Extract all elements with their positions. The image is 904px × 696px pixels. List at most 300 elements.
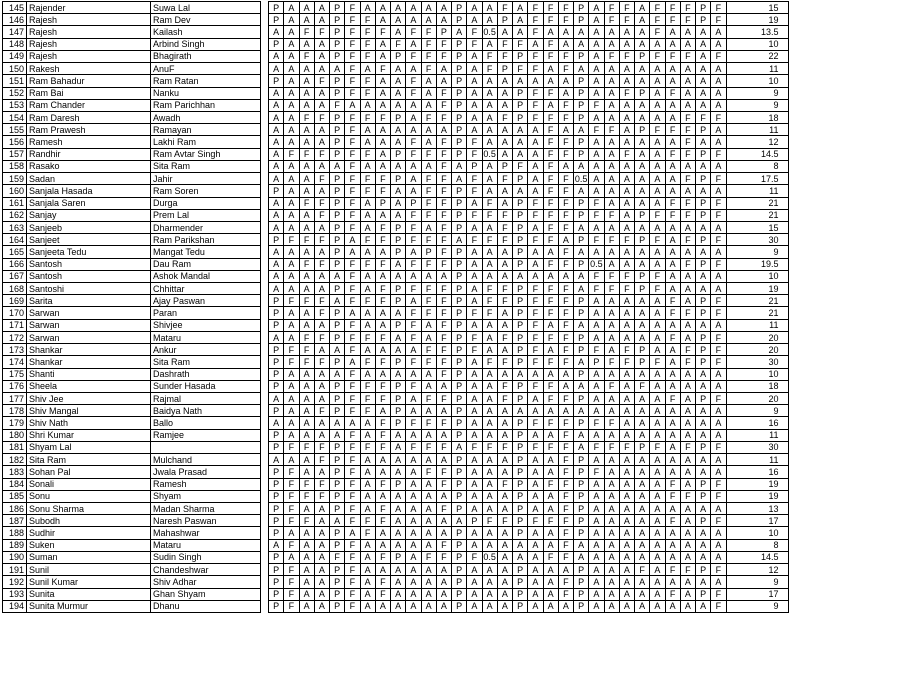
mark-cell: A	[650, 417, 665, 429]
mark-cell: A	[604, 490, 619, 502]
mark-cell: F	[284, 515, 299, 527]
mark-cell: A	[406, 393, 421, 405]
mark-cell: A	[513, 75, 528, 87]
mark-cell: A	[635, 393, 650, 405]
mark-cell: A	[558, 368, 573, 380]
mark-cell: F	[421, 551, 436, 563]
mark-cell: A	[711, 466, 726, 478]
mark-cell: F	[711, 14, 726, 26]
mark-cell: F	[436, 331, 451, 343]
mark-cell: P	[452, 588, 467, 600]
mark-cell: P	[452, 307, 467, 319]
mark-cell: A	[711, 551, 726, 563]
mark-cell: F	[421, 197, 436, 209]
mark-cell: P	[452, 478, 467, 490]
mark-cell: F	[589, 441, 604, 453]
mark-cell: F	[680, 344, 695, 356]
mark-cell: A	[284, 136, 299, 148]
table-row	[3, 527, 789, 539]
mark-cell: A	[696, 551, 711, 563]
mark-cell: F	[665, 2, 680, 14]
mark-cell: F	[665, 197, 680, 209]
mark-cell: A	[696, 539, 711, 551]
father-name-cell: Dau Ram	[151, 258, 261, 270]
mark-cell: A	[604, 588, 619, 600]
spacer-cell	[261, 564, 269, 576]
spacer-cell	[261, 576, 269, 588]
mark-cell: F	[543, 124, 558, 136]
mark-cell: A	[696, 50, 711, 62]
mark-cell: F	[406, 87, 421, 99]
table-row	[3, 393, 789, 405]
mark-cell: P	[330, 576, 345, 588]
mark-cell: F	[314, 356, 329, 368]
father-name-cell: Ram Avtar Singh	[151, 148, 261, 160]
mark-cell: A	[482, 417, 497, 429]
mark-cell: A	[589, 246, 604, 258]
mark-cell: A	[589, 454, 604, 466]
spacer-cell	[261, 307, 269, 319]
mark-cell: P	[513, 344, 528, 356]
row-number-cell: 173	[3, 344, 27, 356]
mark-cell: F	[345, 124, 360, 136]
mark-cell: A	[574, 405, 589, 417]
mark-cell: P	[269, 356, 284, 368]
mark-cell: A	[665, 99, 680, 111]
mark-cell: A	[589, 600, 604, 612]
mark-cell: F	[345, 502, 360, 514]
table-row	[3, 600, 789, 612]
mark-cell: A	[375, 50, 390, 62]
mark-cell: A	[375, 405, 390, 417]
mark-cell: F	[497, 38, 512, 50]
mark-cell: A	[452, 234, 467, 246]
spacer-cell	[261, 527, 269, 539]
mark-cell: A	[269, 393, 284, 405]
mark-cell: A	[269, 539, 284, 551]
mark-cell: A	[589, 539, 604, 551]
mark-cell: F	[345, 344, 360, 356]
father-name-cell: Rajmal	[151, 393, 261, 405]
mark-cell: A	[650, 295, 665, 307]
table-row	[3, 307, 789, 319]
mark-cell: A	[604, 331, 619, 343]
mark-cell: A	[619, 295, 634, 307]
row-number-cell: 192	[3, 576, 27, 588]
mark-cell: A	[391, 87, 406, 99]
mark-cell: A	[421, 368, 436, 380]
mark-cell: P	[330, 50, 345, 62]
total-cell: 11	[726, 429, 788, 441]
mark-cell: A	[650, 564, 665, 576]
mark-cell: A	[528, 490, 543, 502]
mark-cell: A	[482, 185, 497, 197]
mark-cell: A	[528, 576, 543, 588]
mark-cell: A	[619, 564, 634, 576]
total-cell: 22	[726, 50, 788, 62]
mark-cell: P	[574, 14, 589, 26]
mark-cell: F	[467, 173, 482, 185]
father-name-cell: Ramjee	[151, 429, 261, 441]
table-row	[3, 466, 789, 478]
mark-cell: F	[619, 234, 634, 246]
mark-cell: F	[497, 2, 512, 14]
mark-cell: F	[375, 417, 390, 429]
mark-cell: A	[635, 527, 650, 539]
mark-cell: F	[680, 234, 695, 246]
mark-cell: A	[589, 173, 604, 185]
mark-cell: F	[543, 441, 558, 453]
total-cell: 30	[726, 234, 788, 246]
mark-cell: F	[711, 258, 726, 270]
mark-cell: A	[680, 87, 695, 99]
mark-cell: P	[574, 75, 589, 87]
mark-cell: F	[558, 185, 573, 197]
mark-cell: A	[375, 539, 390, 551]
mark-cell: F	[360, 14, 375, 26]
row-number-cell: 189	[3, 539, 27, 551]
mark-cell: A	[284, 87, 299, 99]
mark-cell: F	[497, 209, 512, 221]
row-number-cell: 183	[3, 466, 27, 478]
mark-cell: F	[558, 429, 573, 441]
mark-cell: A	[574, 429, 589, 441]
father-name-cell: Suwa Lal	[151, 2, 261, 14]
mark-cell: F	[345, 38, 360, 50]
mark-cell: A	[589, 38, 604, 50]
total-cell: 10	[726, 75, 788, 87]
mark-cell: F	[299, 148, 314, 160]
mark-cell: F	[680, 441, 695, 453]
mark-cell: P	[574, 600, 589, 612]
mark-cell: F	[711, 600, 726, 612]
mark-cell: A	[467, 576, 482, 588]
mark-cell: P	[452, 50, 467, 62]
father-name-cell: Arbind Singh	[151, 38, 261, 50]
mark-cell: F	[421, 295, 436, 307]
mark-cell: A	[299, 99, 314, 111]
total-cell: 19	[726, 14, 788, 26]
mark-cell: P	[330, 124, 345, 136]
mark-cell: P	[513, 173, 528, 185]
mark-cell: A	[482, 75, 497, 87]
mark-cell: A	[421, 576, 436, 588]
mark-cell: A	[680, 417, 695, 429]
mark-cell: A	[589, 331, 604, 343]
mark-cell: A	[635, 539, 650, 551]
total-cell: 10	[726, 368, 788, 380]
mark-cell: A	[619, 600, 634, 612]
mark-cell: A	[391, 588, 406, 600]
spacer-cell	[261, 221, 269, 233]
father-name-cell: Dashrath	[151, 368, 261, 380]
mark-cell: F	[375, 478, 390, 490]
mark-cell: P	[452, 356, 467, 368]
mark-cell: F	[619, 2, 634, 14]
mark-cell: P	[269, 75, 284, 87]
mark-cell: F	[421, 148, 436, 160]
mark-cell: A	[299, 380, 314, 392]
mark-cell: A	[269, 209, 284, 221]
mark-cell: A	[635, 221, 650, 233]
spacer-cell	[261, 87, 269, 99]
father-name-cell: Durga	[151, 197, 261, 209]
mark-cell: A	[375, 209, 390, 221]
mark-cell: F	[650, 283, 665, 295]
mark-cell: A	[680, 466, 695, 478]
mark-cell: P	[330, 319, 345, 331]
mark-cell: F	[406, 26, 421, 38]
mark-cell: F	[360, 148, 375, 160]
mark-cell: A	[269, 283, 284, 295]
mark-cell: A	[574, 124, 589, 136]
mark-cell: A	[314, 429, 329, 441]
mark-cell: A	[284, 331, 299, 343]
mark-cell: F	[543, 111, 558, 123]
mark-cell: P	[330, 197, 345, 209]
mark-cell: A	[375, 87, 390, 99]
mark-cell: A	[528, 429, 543, 441]
mark-cell: A	[314, 185, 329, 197]
mark-cell: A	[650, 111, 665, 123]
mark-cell: A	[665, 185, 680, 197]
mark-cell: A	[284, 393, 299, 405]
mark-cell: F	[467, 551, 482, 563]
mark-cell: F	[650, 2, 665, 14]
mark-cell: P	[330, 478, 345, 490]
mark-cell: F	[680, 136, 695, 148]
row-number-cell: 180	[3, 429, 27, 441]
mark-cell: A	[360, 307, 375, 319]
mark-cell: A	[619, 38, 634, 50]
mark-cell: P	[330, 405, 345, 417]
mark-cell: P	[391, 478, 406, 490]
father-name-cell: Jwala Prasad	[151, 466, 261, 478]
mark-cell: A	[360, 466, 375, 478]
mark-cell: F	[711, 344, 726, 356]
row-number-cell: 176	[3, 380, 27, 392]
mark-cell: F	[543, 14, 558, 26]
mark-cell: F	[543, 258, 558, 270]
mark-cell: A	[421, 539, 436, 551]
mark-cell: P	[574, 527, 589, 539]
mark-cell: A	[711, 368, 726, 380]
mark-cell: A	[619, 429, 634, 441]
mark-cell: A	[375, 160, 390, 172]
mark-cell: P	[696, 478, 711, 490]
table-row	[3, 429, 789, 441]
mark-cell: A	[406, 295, 421, 307]
mark-cell: A	[375, 2, 390, 14]
mark-cell: A	[497, 429, 512, 441]
mark-cell: F	[589, 270, 604, 282]
mark-cell: A	[360, 429, 375, 441]
mark-cell: A	[421, 405, 436, 417]
mark-cell: A	[696, 405, 711, 417]
mark-cell: A	[436, 429, 451, 441]
mark-cell: A	[589, 319, 604, 331]
mark-cell: F	[375, 380, 390, 392]
mark-cell: F	[436, 539, 451, 551]
mark-cell: F	[345, 63, 360, 75]
total-cell: 10	[726, 270, 788, 282]
mark-cell: A	[299, 417, 314, 429]
mark-cell: F	[711, 478, 726, 490]
mark-cell: A	[436, 576, 451, 588]
mark-cell: A	[528, 527, 543, 539]
name-cell: Sonu Sharma	[27, 502, 151, 514]
mark-cell: A	[650, 185, 665, 197]
spacer-cell	[261, 270, 269, 282]
mark-cell: A	[665, 136, 680, 148]
mark-cell: A	[314, 393, 329, 405]
mark-cell: F	[360, 234, 375, 246]
mark-cell: A	[497, 454, 512, 466]
mark-cell: P	[330, 258, 345, 270]
father-name-cell: Paran	[151, 307, 261, 319]
mark-cell: F	[543, 283, 558, 295]
spacer-cell	[261, 515, 269, 527]
mark-cell: A	[360, 209, 375, 221]
mark-cell: F	[436, 173, 451, 185]
mark-cell: A	[665, 539, 680, 551]
mark-cell: A	[406, 173, 421, 185]
mark-cell: A	[452, 515, 467, 527]
mark-cell: P	[391, 173, 406, 185]
mark-cell: A	[558, 124, 573, 136]
row-number-cell: 168	[3, 283, 27, 295]
father-name-cell: Sita Ram	[151, 356, 261, 368]
mark-cell: A	[635, 26, 650, 38]
mark-cell: P	[375, 197, 390, 209]
mark-cell: P	[452, 564, 467, 576]
mark-cell: P	[513, 393, 528, 405]
mark-cell: F	[345, 197, 360, 209]
mark-cell: P	[391, 380, 406, 392]
mark-cell: A	[299, 173, 314, 185]
mark-cell: P	[452, 576, 467, 588]
mark-cell: F	[375, 502, 390, 514]
mark-cell: A	[619, 454, 634, 466]
mark-cell: P	[635, 87, 650, 99]
table-row	[3, 38, 789, 50]
mark-cell: A	[680, 380, 695, 392]
mark-cell: A	[284, 124, 299, 136]
mark-cell: A	[345, 307, 360, 319]
mark-cell: F	[558, 136, 573, 148]
mark-cell: F	[711, 148, 726, 160]
mark-cell: A	[696, 600, 711, 612]
mark-cell: F	[558, 246, 573, 258]
mark-cell: A	[589, 380, 604, 392]
mark-cell: A	[482, 319, 497, 331]
mark-cell: F	[375, 551, 390, 563]
mark-cell: F	[528, 111, 543, 123]
mark-cell: A	[375, 38, 390, 50]
mark-cell: F	[421, 26, 436, 38]
mark-cell: P	[696, 209, 711, 221]
row-number-cell: 165	[3, 246, 27, 258]
father-name-cell: Naresh Paswan	[151, 515, 261, 527]
mark-cell: A	[665, 63, 680, 75]
mark-cell: F	[589, 209, 604, 221]
mark-cell: P	[330, 26, 345, 38]
father-name-cell: Ram Soren	[151, 185, 261, 197]
spacer-cell	[261, 283, 269, 295]
mark-cell: A	[589, 576, 604, 588]
mark-cell: A	[406, 539, 421, 551]
mark-cell: A	[574, 551, 589, 563]
mark-cell: A	[482, 490, 497, 502]
mark-cell: A	[269, 124, 284, 136]
mark-cell: A	[360, 490, 375, 502]
mark-cell: F	[314, 295, 329, 307]
mark-cell: F	[375, 26, 390, 38]
row-number-cell: 172	[3, 331, 27, 343]
mark-cell: P	[269, 38, 284, 50]
mark-cell: A	[360, 368, 375, 380]
mark-cell: A	[696, 417, 711, 429]
mark-cell: A	[391, 454, 406, 466]
mark-cell: A	[635, 14, 650, 26]
mark-cell: A	[467, 405, 482, 417]
mark-cell: A	[497, 319, 512, 331]
mark-cell: A	[299, 63, 314, 75]
mark-cell: A	[391, 270, 406, 282]
mark-cell: A	[299, 185, 314, 197]
mark-cell: A	[406, 2, 421, 14]
mark-cell: F	[345, 515, 360, 527]
mark-cell: A	[619, 490, 634, 502]
mark-cell: P	[330, 490, 345, 502]
mark-cell: F	[375, 258, 390, 270]
mark-cell: A	[467, 124, 482, 136]
mark-cell: F	[314, 454, 329, 466]
mark-cell: A	[604, 551, 619, 563]
mark-cell: A	[635, 38, 650, 50]
mark-cell: F	[436, 50, 451, 62]
mark-cell: A	[711, 136, 726, 148]
mark-cell: F	[345, 136, 360, 148]
mark-cell: A	[269, 197, 284, 209]
mark-cell: F	[711, 331, 726, 343]
father-name-cell: Dharmender	[151, 221, 261, 233]
mark-cell: A	[589, 87, 604, 99]
mark-cell: F	[467, 26, 482, 38]
mark-cell: F	[314, 26, 329, 38]
row-number-cell: 167	[3, 270, 27, 282]
mark-cell: A	[528, 393, 543, 405]
table-row	[3, 344, 789, 356]
spacer-cell	[261, 429, 269, 441]
mark-cell: A	[284, 368, 299, 380]
mark-cell: A	[284, 14, 299, 26]
mark-cell: P	[635, 344, 650, 356]
mark-cell: P	[269, 441, 284, 453]
mark-cell: F	[421, 441, 436, 453]
mark-cell: P	[574, 393, 589, 405]
mark-cell: A	[619, 502, 634, 514]
row-number-cell: 194	[3, 600, 27, 612]
mark-cell: A	[406, 185, 421, 197]
mark-cell: F	[345, 258, 360, 270]
mark-cell: F	[711, 307, 726, 319]
mark-cell: P	[513, 502, 528, 514]
mark-cell: P	[513, 380, 528, 392]
mark-cell: A	[619, 588, 634, 600]
mark-cell: A	[650, 478, 665, 490]
mark-cell: A	[619, 393, 634, 405]
